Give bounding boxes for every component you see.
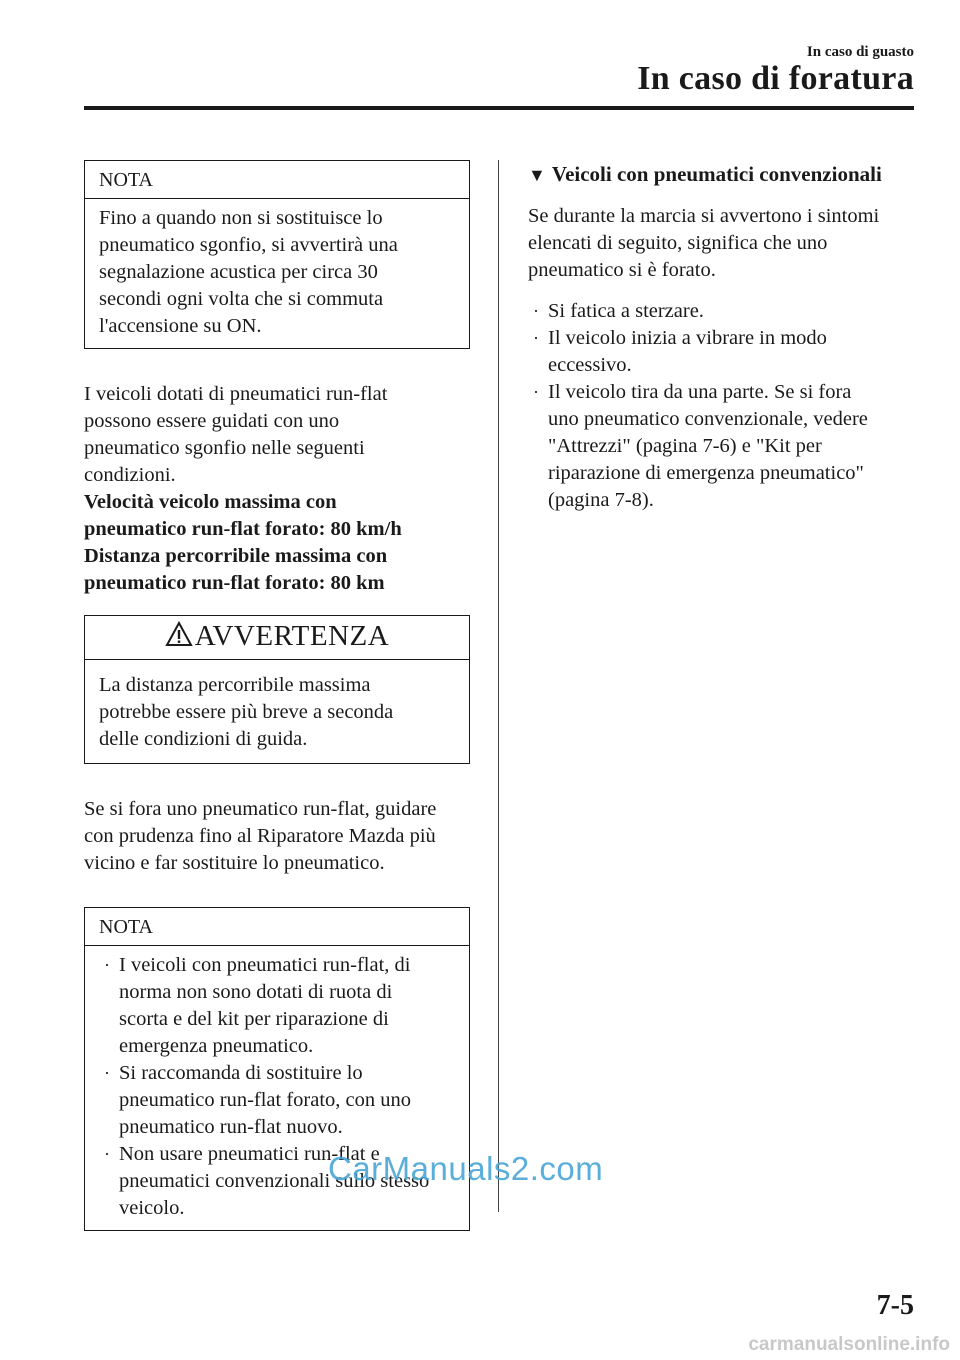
text-line: pneumatico sgonfio nelle seguenti	[84, 437, 365, 459]
header-rule	[84, 106, 914, 110]
bold-line: pneumatico run-flat forato: 80 km	[84, 572, 385, 594]
note-heading: NOTA	[85, 161, 469, 199]
bold-line: Distanza percorribile massima con	[84, 545, 388, 567]
note-line: pneumatico sgonfio, si avvertirà una	[99, 234, 398, 256]
page-title: In caso di foratura	[637, 60, 914, 97]
symptom-list	[528, 298, 916, 514]
text-line: con prudenza fino al Riparatore Mazda più	[84, 825, 436, 847]
list-item: · Si fatica a sterzare.	[533, 300, 704, 322]
note-line: secondi ogni volta che si commuta	[99, 288, 384, 310]
note-line: l'accensione su ON.	[99, 315, 262, 337]
page-number: 7-5	[876, 1290, 914, 1321]
warning-triangle-icon	[165, 621, 193, 655]
right-column	[528, 160, 916, 514]
warning-label: AVVERTENZA	[194, 620, 390, 652]
bold-line: pneumatico run-flat forato: 80 km/h	[84, 518, 402, 540]
note-line: Fino a quando non si sostituisce lo	[99, 207, 383, 229]
header-section-label: In caso di guasto	[806, 44, 914, 60]
list-item: · Si raccomanda di sostituire lo pneumatico run-flat forato, con uno pneumatico run-flat nuovo.	[104, 1062, 412, 1138]
warning-line: La distanza percorribile massima	[99, 674, 371, 696]
text-line: I veicoli dotati di pneumatici run-flat	[84, 383, 388, 405]
text-line: elencati di seguito, significa che uno	[528, 232, 828, 254]
warning-line: potrebbe essere più breve a seconda	[99, 701, 394, 723]
left-column	[84, 160, 470, 1231]
watermark-logo: CarManuals2.com	[328, 1150, 604, 1187]
paragraph-intro	[528, 203, 916, 284]
warning-box	[84, 615, 470, 764]
triangle-down-icon: ▼	[528, 165, 546, 185]
note-line: segnalazione acustica per circa 30	[99, 261, 378, 283]
note-heading: NOTA	[85, 908, 469, 946]
bold-line: Velocità veicolo massima con	[84, 491, 337, 513]
footer-watermark: carmanualsonline.info	[748, 1334, 950, 1355]
warning-line: delle condizioni di guida.	[99, 728, 308, 750]
column-divider	[498, 160, 499, 1212]
text-line: condizioni.	[84, 464, 176, 486]
section-heading: ▼ Veicoli con pneumatici convenzionali	[528, 160, 916, 189]
text-line: Se si fora uno pneumatico run-flat, guidare	[84, 798, 437, 820]
text-line: pneumatico si è forato.	[528, 259, 716, 281]
text-line: Se durante la marcia si avvertono i sintomi	[528, 205, 880, 227]
paragraph-run-flat	[84, 381, 470, 597]
list-item: · I veicoli con pneumatici run-flat, di norma non sono dotati di ruota di scorta e del kit per riparazione di emergenza pneumatico.	[104, 954, 411, 1057]
list-item: · Il veicolo tira da una parte. Se si fora uno pneumatico convenzionale, vedere "Attrezzi" (pagina 7-6) e "Kit per riparazione di emergenza pneumatico" (pagina 7-8).	[533, 381, 868, 511]
warning-body	[85, 660, 469, 763]
paragraph-mazda	[84, 796, 470, 877]
list-item: · Il veicolo inizia a vibrare in modo eccessivo.	[533, 327, 827, 376]
text-line: vicino e far sostituire lo pneumatico.	[84, 852, 385, 874]
list-item: · Non usare pneumatici run-flat e pneumatici convenzionali sullo stesso veicolo.	[104, 1143, 430, 1219]
note-body	[85, 199, 469, 348]
text-line: possono essere guidati con uno	[84, 410, 340, 432]
warning-heading	[85, 616, 469, 660]
note-box-1	[84, 160, 470, 349]
